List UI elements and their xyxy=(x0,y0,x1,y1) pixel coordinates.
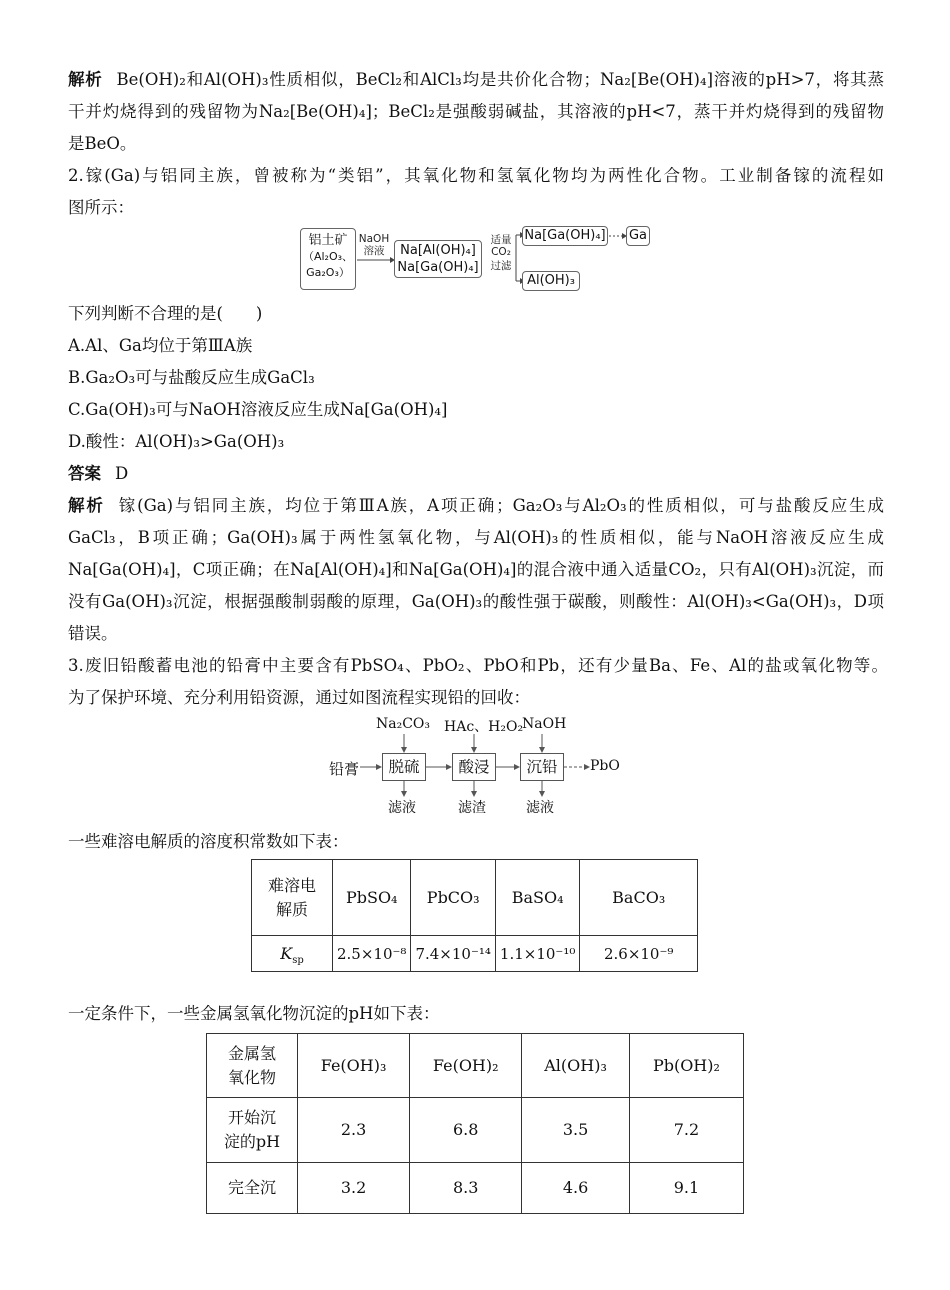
ksp-header-col: PbSO₄ xyxy=(333,860,411,936)
q2-option-c: C.Ga(OH)₃可与NaOH溶液反应生成Na[Ga(OH)₄] xyxy=(68,400,448,419)
arrow1-bottom-label: 溶液 xyxy=(363,245,385,257)
ph-header-col: Al(OH)₃ xyxy=(522,1034,630,1098)
reagent3: NaOH xyxy=(522,716,567,732)
ksp-header-col: BaSO₄ xyxy=(495,860,579,936)
analysis1-line2: 干并灼烧得到的残留物为Na₂[Be(OH)₄]；BeCl₂是强酸弱碱盐，其溶液的pH<7，蒸干并灼烧得到的残留物 xyxy=(68,102,884,121)
intermediate-box xyxy=(394,240,482,278)
ph-cell: 3.2 xyxy=(298,1163,410,1214)
ph-cell: 4.6 xyxy=(522,1163,630,1214)
ksp-header-label: 难溶电 解质 xyxy=(252,860,333,936)
answer-label: 答案 xyxy=(68,464,101,483)
ksp-value: 2.5×10⁻⁸ xyxy=(333,936,411,972)
q2-prompt: 下列判断不合理的是( ) xyxy=(68,304,263,323)
q2-analysis-line5: 错误。 xyxy=(68,624,118,643)
q2-option-a: A.Al、Ga均位于第ⅢA族 xyxy=(68,336,253,355)
ph-header-col: Fe(OH)₂ xyxy=(410,1034,522,1098)
ksp-value: 1.1×10⁻¹⁰ xyxy=(495,936,579,972)
ph-cell: 9.1 xyxy=(629,1163,743,1214)
bottom-product-box: Al(OH)₃ xyxy=(522,271,580,291)
q2-stem-line2: 图所示： xyxy=(68,198,134,217)
out3-label: 滤液 xyxy=(526,800,554,816)
intermediate-line1: Na[Al(OH)₄] xyxy=(400,243,476,258)
out2-label: 滤渣 xyxy=(458,800,486,816)
ph-cell: 2.3 xyxy=(298,1098,410,1163)
step2-box: 酸浸 xyxy=(452,753,496,781)
ph-start-row xyxy=(207,1098,744,1163)
q3-stem-line2: 为了保护环境、充分利用铅资源，通过如图流程实现铅的回收： xyxy=(68,688,530,707)
ph-complete-label: 完全沉 xyxy=(207,1163,298,1214)
ksp-value-row xyxy=(252,936,698,972)
reagent1: Na₂CO₃ xyxy=(376,716,431,732)
q2-option-d: D.酸性：Al(OH)₃>Ga(OH)₃ xyxy=(68,432,285,451)
arrow2-bottom-label: 过滤 xyxy=(490,260,512,272)
analysis1-label: 解析 xyxy=(68,70,103,89)
arrow2-top-label: 适量 xyxy=(490,234,512,246)
q2-analysis-line4: 没有Ga(OH)₃沉淀，根据强酸制弱酸的原理，Ga(OH)₃的酸性强于碳酸，则酸性：Al(OH)₃<Ga(OH)₃，D项 xyxy=(68,592,884,611)
ksp-header-row xyxy=(252,860,698,936)
dotted-arrow xyxy=(608,231,628,241)
ksp-intro: 一些难溶电解质的溶度积常数如下表： xyxy=(68,832,349,851)
q2-analysis-line2: GaCl₃，B项正确；Ga(OH)₃属于两性氢氧化物，与Al(OH)₃的性质相似，能与NaOH溶液反应生成 xyxy=(68,528,884,547)
step1-box: 脱硫 xyxy=(382,753,426,781)
arrow2-mid-label: CO₂ xyxy=(491,246,511,258)
ksp-value: 7.4×10⁻¹⁴ xyxy=(411,936,495,972)
ph-header-col: Pb(OH)₂ xyxy=(629,1034,743,1098)
final-product-box: Ga xyxy=(626,226,650,246)
ore-sub2: Ga₂O₃） xyxy=(306,266,350,279)
reagent2: HAc、H₂O₂ xyxy=(444,719,524,735)
analysis1-line3: 是BeO。 xyxy=(68,134,137,153)
q2-analysis-line1 xyxy=(68,496,884,516)
ph-header-row xyxy=(207,1034,744,1098)
ksp-header-col: PbCO₃ xyxy=(411,860,495,936)
q2-analysis-text1: 镓(Ga)与铝同主族，均位于第ⅢA族，A项正确；Ga₂O₃与Al₂O₃的性质相似，可与盐酸反应生成 xyxy=(118,496,885,515)
ph-start-label: 开始沉 淀的pH xyxy=(207,1098,298,1163)
q2-analysis-label: 解析 xyxy=(68,496,105,515)
intermediate-line2: Na[Ga(OH)₄] xyxy=(397,260,479,275)
ksp-row-label: $K_{sp}$ xyxy=(252,936,333,972)
arrow1-top-label: NaOH xyxy=(358,233,390,245)
q3-stem-line1: 3.废旧铅酸蓄电池的铅膏中主要含有PbSO₄、PbO₂、PbO和Pb，还有少量Ba、Fe、Al的盐或氧化物等。 xyxy=(68,656,888,675)
ph-intro: 一定条件下，一些金属氢氧化物沉淀的pH如下表： xyxy=(68,1004,440,1023)
q2-analysis-line3: Na[Ga(OH)₄]，C项正确；在Na[Al(OH)₄]和Na[Ga(OH)₄]的混合液中通入适量CO₂，只有Al(OH)₃沉淀，而 xyxy=(68,560,884,579)
ph-cell: 8.3 xyxy=(410,1163,522,1214)
ph-complete-row xyxy=(207,1163,744,1214)
out1-label: 滤液 xyxy=(388,800,416,816)
ph-table xyxy=(206,1033,744,1214)
arrow1 xyxy=(356,255,396,265)
input-label: 铅膏 xyxy=(329,760,360,778)
top-product-box: Na[Ga(OH)₄] xyxy=(522,226,608,246)
analysis1-text1: Be(OH)₂和Al(OH)₃性质相似，BeCl₂和AlCl₃均是共价化合物；Na₂[Be(OH)₄]溶液的pH>7，将其蒸 xyxy=(116,70,884,89)
ore-sub1: （Al₂O₃、 xyxy=(302,250,354,263)
ksp-header-col: BaCO₃ xyxy=(580,860,698,936)
ph-cell: 6.8 xyxy=(410,1098,522,1163)
q2-answer xyxy=(68,464,884,484)
q3-flow-arrows xyxy=(360,732,600,802)
ksp-table xyxy=(251,859,698,972)
analysis1-line1 xyxy=(68,70,884,90)
q2-option-b: B.Ga₂O₃可与盐酸反应生成GaCl₃ xyxy=(68,368,315,387)
ph-header-col: Fe(OH)₃ xyxy=(298,1034,410,1098)
ore-label: 铝土矿 xyxy=(308,233,348,248)
ph-cell: 7.2 xyxy=(629,1098,743,1163)
ph-cell: 3.5 xyxy=(522,1098,630,1163)
product-label: PbO xyxy=(590,758,620,774)
answer-value: D xyxy=(115,464,129,483)
step3-box: 沉铅 xyxy=(520,753,564,781)
q2-stem-line1: 2.镓(Ga)与铝同主族，曾被称为“类铝”，其氧化物和氢氧化物均为两性化合物。工业制备镓的流程如 xyxy=(68,166,884,185)
ore-box xyxy=(300,228,356,290)
ksp-value: 2.6×10⁻⁹ xyxy=(580,936,698,972)
arrow2-branch xyxy=(482,228,526,288)
ph-header-label: 金属氢 氧化物 xyxy=(207,1034,298,1098)
